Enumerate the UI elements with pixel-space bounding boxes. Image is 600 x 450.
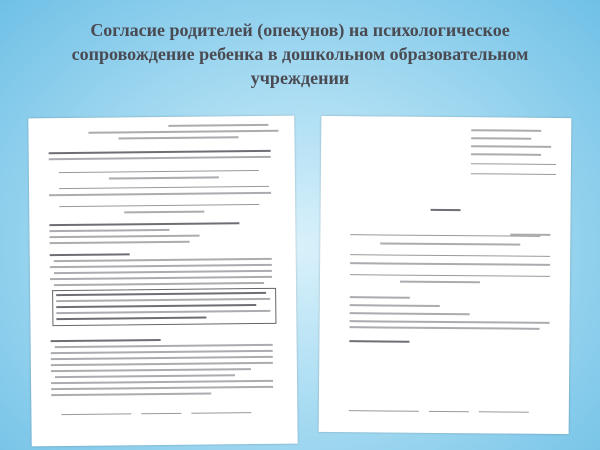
text-line bbox=[49, 192, 271, 196]
text-line bbox=[350, 296, 410, 299]
title-line-1: Согласие родителей (опекунов) на психологическое bbox=[90, 20, 510, 40]
text-line bbox=[51, 380, 273, 384]
text-line bbox=[50, 276, 272, 280]
title-line-3: учреждении bbox=[250, 68, 350, 88]
text-line bbox=[350, 262, 550, 266]
slide-title bbox=[40, 18, 560, 90]
signature-line bbox=[429, 411, 469, 412]
text-line bbox=[350, 254, 550, 257]
text-line bbox=[350, 304, 440, 307]
text-line bbox=[54, 270, 272, 274]
text-line bbox=[349, 340, 409, 343]
signature-line bbox=[191, 412, 251, 414]
text-line bbox=[471, 163, 556, 165]
text-line bbox=[50, 241, 190, 244]
text-line bbox=[88, 130, 278, 134]
text-line bbox=[350, 326, 540, 330]
signature-line bbox=[141, 413, 181, 414]
text-line bbox=[49, 156, 271, 160]
signature-line bbox=[479, 411, 529, 412]
text-line bbox=[350, 274, 550, 277]
text-line bbox=[350, 320, 550, 324]
text-line bbox=[124, 211, 204, 214]
text-line bbox=[471, 145, 551, 148]
title-line-2: сопровождение ребенка в дошкольном образовательном bbox=[71, 44, 529, 64]
text-line bbox=[54, 282, 264, 286]
text-line bbox=[471, 129, 541, 132]
text-line bbox=[471, 137, 531, 140]
text-line bbox=[51, 368, 251, 372]
consent-form-left bbox=[28, 116, 297, 447]
text-line bbox=[510, 234, 550, 236]
text-line bbox=[51, 386, 273, 390]
text-line bbox=[109, 176, 219, 179]
text-line bbox=[168, 124, 268, 127]
text-line bbox=[55, 374, 235, 378]
text-line bbox=[50, 253, 130, 256]
text-line bbox=[471, 173, 556, 175]
text-line bbox=[51, 393, 211, 397]
text-line bbox=[54, 258, 272, 262]
text-line bbox=[471, 153, 541, 156]
text-line bbox=[59, 186, 269, 189]
signature-line bbox=[61, 413, 131, 415]
text-line bbox=[380, 242, 520, 245]
text-line bbox=[59, 204, 259, 207]
text-line bbox=[59, 170, 259, 173]
text-line bbox=[350, 312, 470, 315]
text-line bbox=[118, 136, 238, 139]
text-line bbox=[51, 356, 273, 360]
text-line bbox=[49, 222, 239, 226]
text-line bbox=[50, 264, 272, 268]
text-line bbox=[400, 281, 480, 284]
consent-form-right bbox=[319, 116, 572, 434]
signature-line bbox=[349, 410, 419, 412]
text-line bbox=[51, 350, 273, 354]
text-line bbox=[49, 229, 169, 232]
text-line bbox=[51, 339, 161, 342]
text-line bbox=[431, 209, 461, 211]
text-line bbox=[51, 362, 273, 366]
text-line bbox=[49, 150, 271, 154]
text-line bbox=[55, 344, 273, 348]
text-line bbox=[50, 235, 200, 239]
